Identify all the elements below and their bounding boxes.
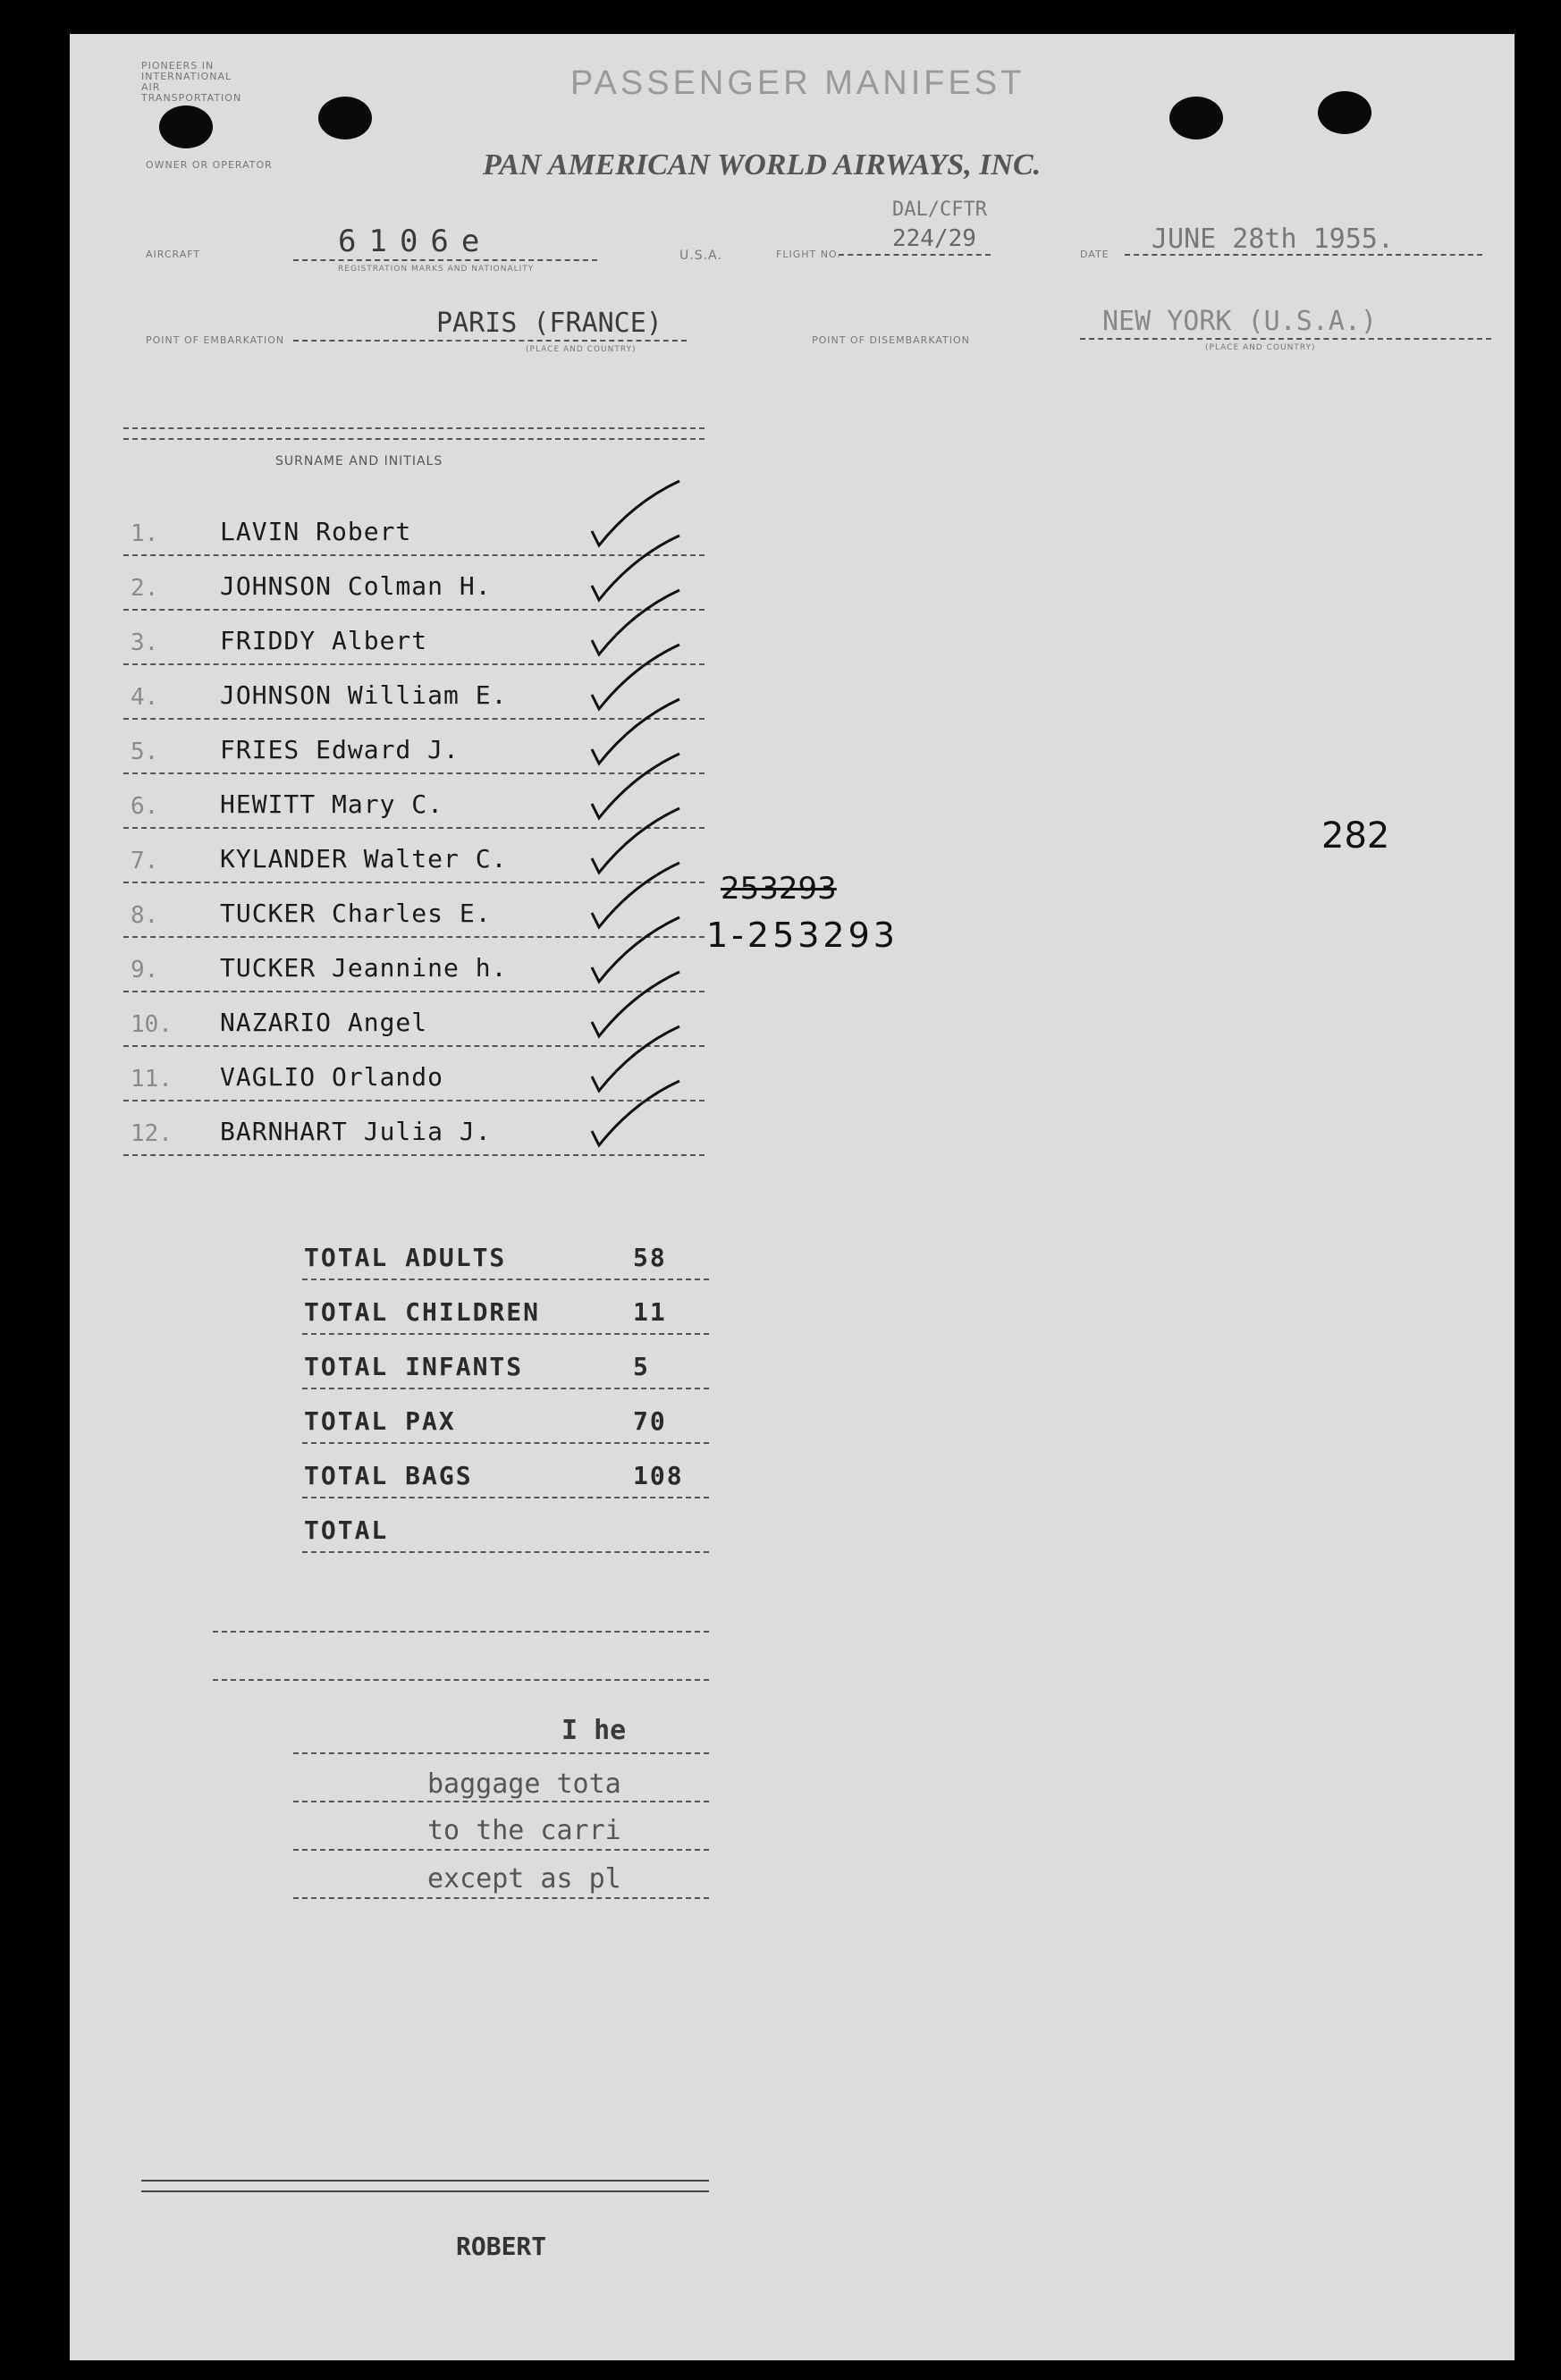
- passenger-name: LAVIN Robert: [220, 517, 412, 546]
- punch-hole: [159, 105, 213, 148]
- total-line: [302, 1388, 709, 1389]
- total-value: 108: [633, 1461, 684, 1490]
- disembark-label: POINT OF DISEMBARKATION: [812, 334, 970, 346]
- rule: [293, 1801, 709, 1802]
- disembark-caption: (PLACE AND COUNTRY): [1205, 343, 1316, 352]
- punch-hole: [1169, 97, 1223, 139]
- disembark-value: NEW YORK (U.S.A.): [1102, 306, 1378, 337]
- total-label: TOTAL CHILDREN: [304, 1297, 541, 1327]
- row-number: 9.: [131, 957, 159, 983]
- row-number: 11.: [131, 1066, 173, 1093]
- declaration-line: baggage tota: [427, 1768, 621, 1800]
- total-label: TOTAL: [304, 1515, 389, 1545]
- document-title: PASSENGER MANIFEST: [570, 64, 1025, 102]
- total-label: TOTAL PAX: [304, 1406, 456, 1436]
- total-value: 58: [633, 1243, 667, 1272]
- flight-line: [839, 254, 991, 256]
- date-label: DATE: [1080, 249, 1110, 260]
- punch-hole: [1318, 91, 1371, 134]
- total-value: 5: [633, 1352, 650, 1381]
- page-number: 282: [1321, 815, 1390, 857]
- rule: [293, 1849, 709, 1851]
- passenger-name: FRIES Edward J.: [220, 735, 460, 764]
- declaration-line: to the carri: [427, 1815, 621, 1846]
- header-small: PIONEERS IN INTERNATIONAL AIR TRANSPORTATION: [141, 60, 242, 104]
- total-label: TOTAL BAGS: [304, 1461, 473, 1490]
- row-number: 6.: [131, 793, 159, 820]
- row-number: 5.: [131, 738, 159, 765]
- passenger-name: JOHNSON William E.: [220, 680, 508, 710]
- rule: [293, 1752, 709, 1754]
- embark-label: POINT OF EMBARKATION: [146, 334, 285, 346]
- rule: [213, 1631, 709, 1633]
- embark-value: PARIS (FRANCE): [436, 308, 662, 339]
- total-line: [302, 1442, 709, 1444]
- passenger-name: NAZARIO Angel: [220, 1008, 428, 1037]
- passenger-name: FRIDDY Albert: [220, 626, 428, 655]
- declaration-line: I he: [561, 1715, 627, 1746]
- manifest-sheet: [70, 34, 1515, 2360]
- passenger-name: HEWITT Mary C.: [220, 789, 444, 819]
- passenger-name: TUCKER Jeannine h.: [220, 953, 508, 983]
- embark-line: [293, 340, 687, 342]
- aircraft-value: 6106e: [338, 224, 493, 259]
- signature: ROBERT: [456, 2232, 547, 2261]
- total-value: 70: [633, 1406, 667, 1436]
- total-line: [302, 1333, 709, 1335]
- embark-caption: (PLACE AND COUNTRY): [526, 345, 637, 354]
- rule: [213, 1679, 709, 1681]
- aircraft-label: AIRCRAFT: [146, 249, 201, 260]
- passenger-name: KYLANDER Walter C.: [220, 844, 508, 874]
- bottom-rule: [141, 2180, 709, 2182]
- passenger-name: TUCKER Charles E.: [220, 899, 492, 928]
- row-number: 3.: [131, 629, 159, 656]
- punch-hole: [318, 97, 372, 139]
- annotation: 1-253293: [706, 916, 899, 955]
- total-label: TOTAL ADULTS: [304, 1243, 507, 1272]
- rule: [293, 1897, 709, 1899]
- column-header: SURNAME AND INITIALS: [275, 454, 443, 468]
- nationality: U.S.A.: [679, 249, 722, 263]
- row-number: 2.: [131, 575, 159, 602]
- total-label: TOTAL INFANTS: [304, 1352, 524, 1381]
- row-number: 4.: [131, 684, 159, 711]
- passenger-name: VAGLIO Orlando: [220, 1062, 444, 1092]
- annotation-crossed: 253293: [721, 871, 837, 907]
- flight-route: DAL/CFTR: [892, 198, 987, 221]
- total-line: [302, 1551, 709, 1553]
- airline-name: PAN AMERICAN WORLD AIRWAYS, INC.: [483, 148, 1042, 181]
- row-number: 1.: [131, 520, 159, 547]
- date-value: JUNE 28th 1955.: [1152, 224, 1394, 255]
- table-top-line-2: [123, 438, 705, 440]
- flight-label: FLIGHT NO.: [776, 249, 841, 260]
- row-number: 7.: [131, 848, 159, 874]
- table-top-line: [123, 427, 705, 429]
- declaration-line: except as pl: [427, 1863, 621, 1895]
- row-number: 8.: [131, 902, 159, 929]
- owner-label: OWNER OR OPERATOR: [146, 159, 273, 171]
- checkmark-icon: [579, 1076, 687, 1156]
- aircraft-line: [293, 259, 597, 261]
- total-line: [302, 1497, 709, 1498]
- passenger-name: BARNHART Julia J.: [220, 1117, 492, 1146]
- row-number: 12.: [131, 1120, 173, 1147]
- total-value: 11: [633, 1297, 667, 1327]
- bottom-rule: [141, 2190, 709, 2192]
- passenger-name: JOHNSON Colman H.: [220, 571, 492, 601]
- flight-value: 224/29: [892, 225, 976, 252]
- date-line: [1125, 254, 1482, 256]
- disembark-line: [1080, 338, 1491, 340]
- total-line: [302, 1279, 709, 1280]
- aircraft-caption: REGISTRATION MARKS AND NATIONALITY: [338, 265, 535, 274]
- row-number: 10.: [131, 1011, 173, 1038]
